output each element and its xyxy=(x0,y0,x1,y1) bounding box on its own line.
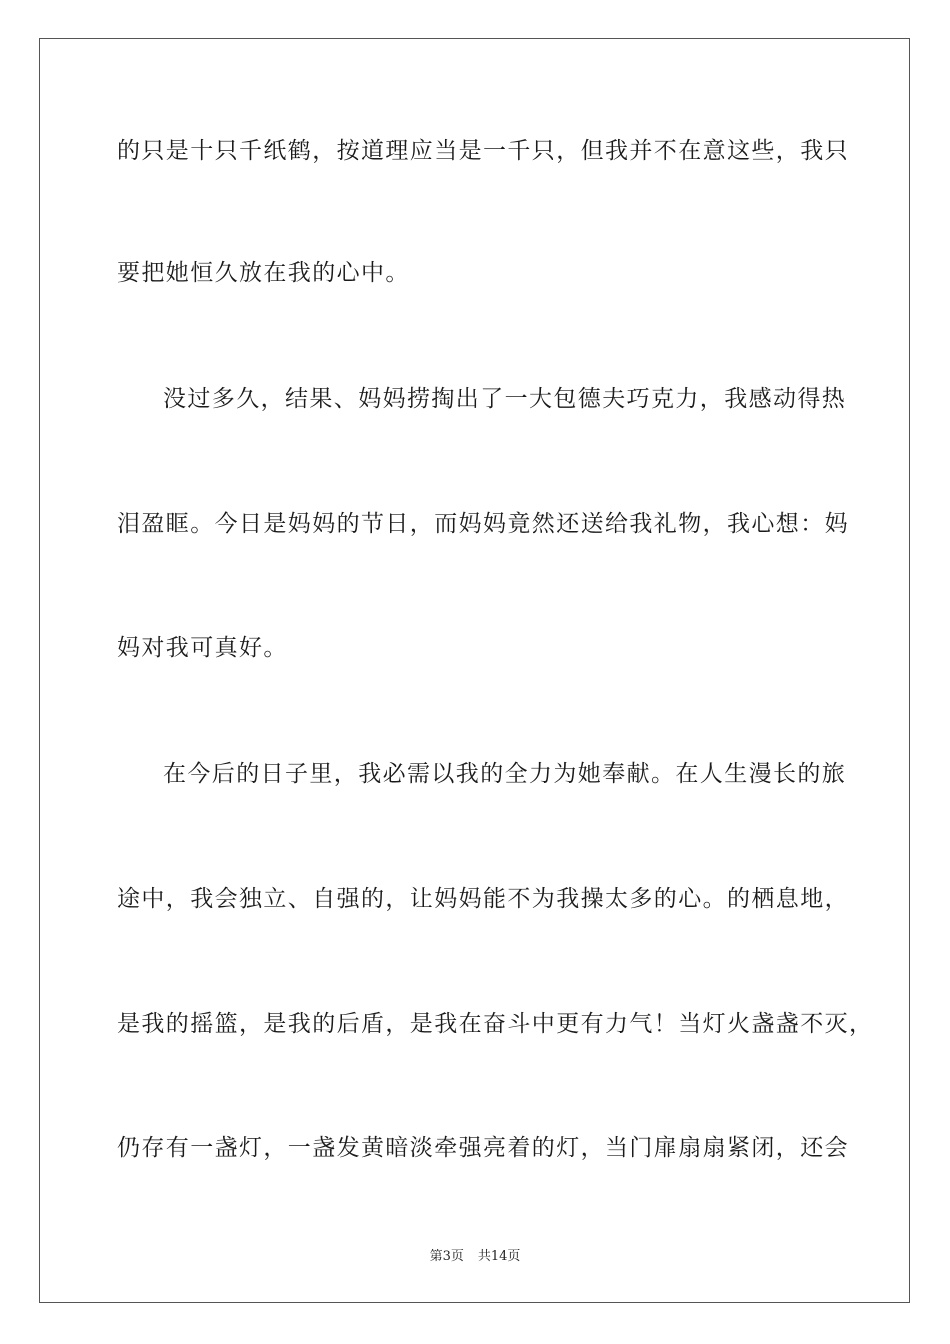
page-border xyxy=(39,38,910,1303)
text-line-6: 在今后的日子里，我必需以我的全力为她奉献。在人生漫长的旅 xyxy=(163,761,847,787)
text-line-7: 途中，我会独立、自强的，让妈妈能不为我操太多的心。的栖息地， xyxy=(117,886,849,912)
text-line-3: 没过多久，结果、妈妈捞掏出了一大包德夫巧克力，我感动得热 xyxy=(163,386,847,412)
total-pages: 共14页 xyxy=(477,1249,521,1264)
text-line-2: 要把她恒久放在我的心中。 xyxy=(117,260,410,286)
text-line-5: 妈对我可真好。 xyxy=(117,635,288,661)
text-line-1: 的只是十只千纸鹤，按道理应当是一千只，但我并不在意这些，我只 xyxy=(117,138,849,164)
page-number: 第3页 xyxy=(429,1249,464,1264)
text-line-4: 泪盈眶。今日是妈妈的节日，而妈妈竟然还送给我礼物，我心想：妈 xyxy=(117,511,849,537)
text-line-9: 仍存有一盏灯，一盏发黄暗淡牵强亮着的灯，当门扉扇扇紧闭，还会 xyxy=(117,1135,849,1161)
page-footer xyxy=(0,1248,950,1266)
text-line-8: 是我的摇篮，是我的后盾，是我在奋斗中更有力气！当灯火盏盏不灭， xyxy=(117,1011,874,1037)
